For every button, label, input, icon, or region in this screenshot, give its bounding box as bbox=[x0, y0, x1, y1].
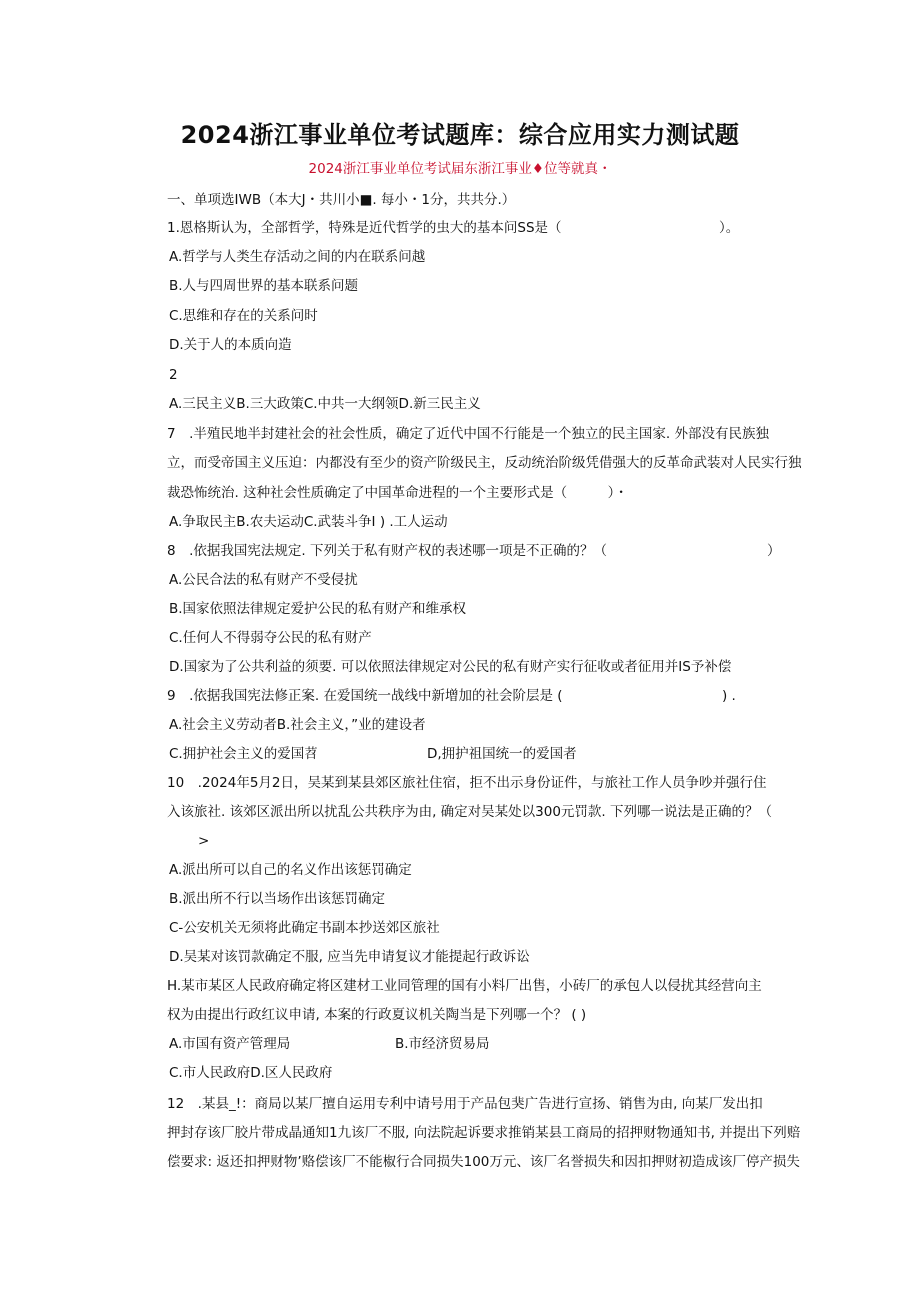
section-heading: 一、单项选IWB（本大J・共川小■. 每小・1分，共共分.） bbox=[167, 192, 516, 208]
question-8-option-b: B.国家依照法律规定爱护公民的私有财产和维承权 bbox=[169, 601, 467, 617]
question-11-line-1: H.某市某区人民政府确定将区建材工业同管理的国有小料厂出售，小砖厂的承包人以侵扰其经营向主 bbox=[167, 978, 762, 994]
question-10-option-b: B.派出所不行以当场作出该惩罚确定 bbox=[169, 891, 386, 907]
page-subtitle: 2024浙江事业单位考试届东浙江事业♦位等就真・ bbox=[308, 161, 612, 177]
question-10-option-a: A.派出所可以自己的名义作出该惩罚确定 bbox=[169, 862, 412, 878]
question-1-option-a: A.哲学与人类生存活动之间的内在联系问越 bbox=[169, 249, 426, 265]
question-10-option-d: D.吴某对该罚款确定不服, 应当先申请复议才能提起行政诉讼 bbox=[169, 949, 530, 965]
question-12-line-1: 12 .某县_!：商局以某厂擅自运用专利中请号用于产品包猆广告进行宣扬、销售为由, 向某厂发出扣 bbox=[167, 1096, 763, 1112]
question-1-option-d: D.关于人的本质向造 bbox=[169, 337, 292, 353]
question-2-options: A.三民主义B.三大政策C.中共一大纲领D.新三民主义 bbox=[169, 396, 481, 412]
question-7-line-1: 7 .半殖民地半封建社会的社会性质，确定了近代中国不行能是一个独立的民主国家. 外部没有民族独 bbox=[167, 426, 769, 442]
question-9-option-c: C.拥护社会主义的爱国苕 D,拥护祖国统一的爱国者 bbox=[169, 743, 809, 765]
question-7-line-2: 立，而受帝国主义压迫：内都没有至少的资产阶级民主，反动统治阶级凭借强大的反革命武装对人民实行独 bbox=[167, 455, 802, 471]
question-12-line-2: 押封存该厂胶片带成晶通知1九该厂不服, 向法院起诉要求推销某县工商局的招押财物通知书, 并提出下列赔 bbox=[167, 1125, 801, 1141]
question-8-option-a: A.公民合法的私有财产不受侵扰 bbox=[169, 572, 358, 588]
question-12-line-3: 偿要求: 返还扣押财物’赂偿该厂不能椒行合同损失100万元、该厂名誉损失和因扣押财初造成该厂停产损失 bbox=[167, 1154, 800, 1170]
question-11-line-2: 权为由提出行政红议申请, 本案的行政夏议机关陶当是下列哪一个？ ( ) bbox=[167, 1007, 587, 1023]
question-9-option-d: D,拥护祖国统一的爱国者 bbox=[427, 746, 577, 762]
question-1-option-c: C.思维和存在的关系问时 bbox=[169, 308, 318, 324]
question-10-line-3: > bbox=[198, 833, 210, 849]
question-9-stem: 9 .依据我国宪法修正案. 在爱国统一战线中新增加的社会阶层是 ( ) . bbox=[167, 688, 736, 704]
question-10-line-1: 10 .2024年5月2日，吴某到某县郊区旅社住宿，拒不出示身份证件，与旅社工作人员争吵并强行住 bbox=[167, 775, 767, 791]
question-8-stem: 8 .依据我国宪法规定. 下列关于私有财产权的表述哪一项是不正确的？（ ） bbox=[167, 543, 781, 559]
question-2-number: 2 bbox=[169, 367, 178, 383]
question-8-option-c: C.任何人不得弱夺公民的私有财产 bbox=[169, 630, 372, 646]
question-1-option-b: B.人与四周世界的基本联系问题 bbox=[169, 278, 359, 294]
question-8-option-d: D.国家为了公共利益的须要. 可以依照法律规定对公民的私有财产实行征收或者征用并IS予补偿 bbox=[169, 659, 732, 675]
question-7-line-3: 裁恐怖统治. 这种社会性质确定了中国革命进程的一个主要形式是（ ）・ bbox=[167, 485, 628, 501]
question-7-options: A.争取民主B.农夫运动C.武装斗争I ) .工人运动 bbox=[169, 514, 448, 530]
question-10-option-c: C-公安机关无须将此确定书副本抄送郊区旅社 bbox=[169, 920, 440, 936]
question-11-option-a: A.市国有资产管理局 B.市经济贸易局 bbox=[169, 1033, 809, 1055]
question-11-option-cd: C.市人民政府D.区人民政府 bbox=[169, 1065, 333, 1081]
page-title: 2024浙江事业单位考试题库：综合应用实力测试题 bbox=[180, 121, 740, 149]
question-9-option-ab: A.社会主义劳动者B.社会主义，”业的建设者 bbox=[169, 717, 426, 733]
question-10-line-2: 入该旅社. 该郊区派出所以扰乱公共秩序为由, 确定对吴某处以300元罚款. 下列哪一说法是正确的？（ bbox=[167, 804, 773, 820]
question-11-option-b: B.市经济贸易局 bbox=[395, 1036, 490, 1052]
question-1-stem: 1.恩格斯认为，全部哲学，特殊是近代哲学的虫大的基本问SS是（ ）。 bbox=[167, 220, 740, 236]
